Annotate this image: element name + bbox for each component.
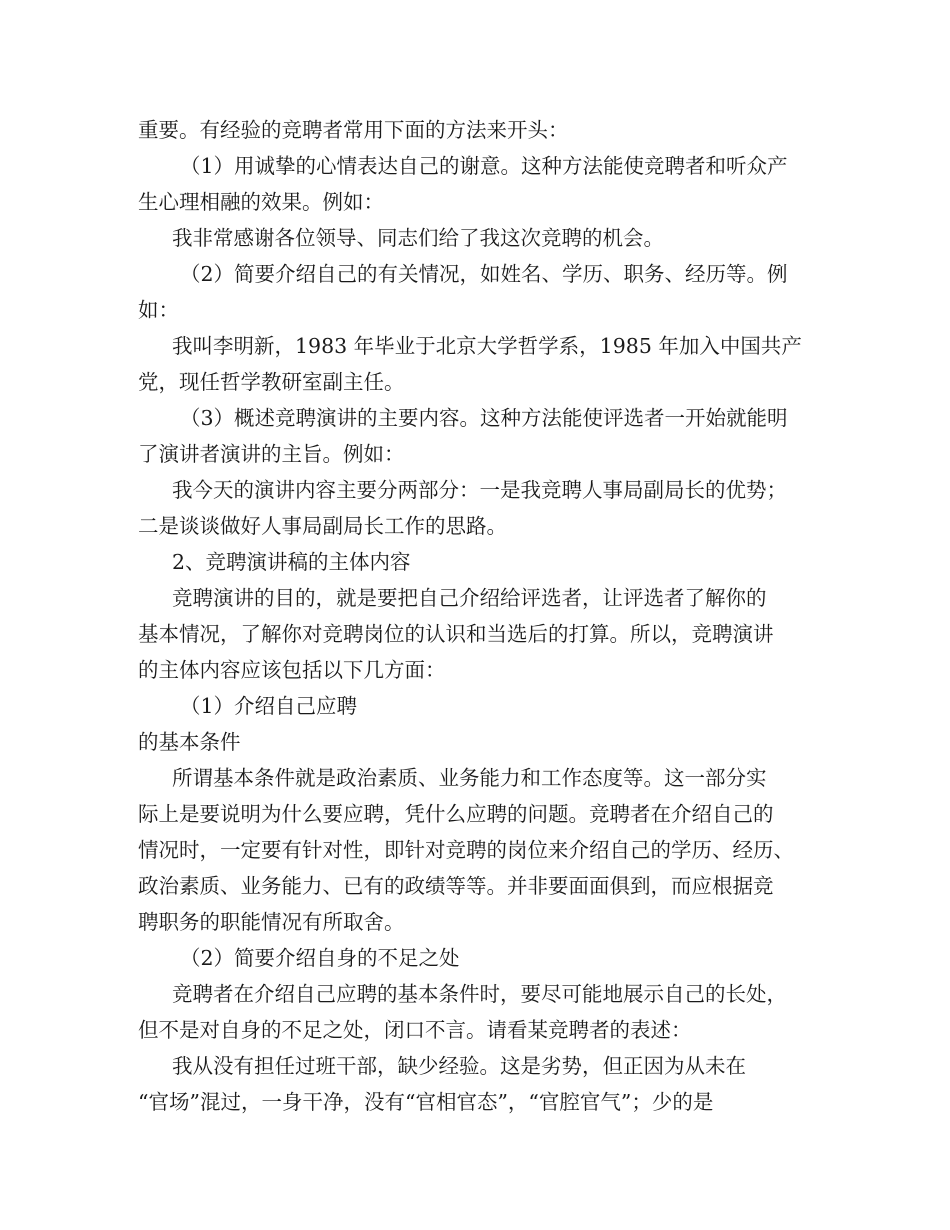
text-line: （1）用诚挚的心情表达自己的谢意。这种方法能使竞聘者和听众产 bbox=[180, 154, 788, 178]
text-line: 二是谈谈做好人事局副局长工作的思路。 bbox=[138, 514, 507, 538]
text-line: 生心理相融的效果。例如： bbox=[138, 190, 384, 214]
text-line: 的主体内容应该包括以下几方面： bbox=[138, 658, 446, 682]
text-line: 竞聘演讲的目的，就是要把自己介绍给评选者，让评选者了解你的 bbox=[172, 586, 767, 610]
text-line: （3）概述竞聘演讲的主要内容。这种方法能使评选者一开始就能明 bbox=[180, 406, 788, 430]
text-line: 我从没有担任过班干部，缺少经验。这是劣势，但正因为从未在 bbox=[172, 1054, 746, 1078]
text-line: 聘职务的职能情况有所取舍。 bbox=[138, 910, 405, 934]
text-line: （2）简要介绍自己的有关情况，如姓名、学历、职务、经历等。例 bbox=[180, 262, 788, 286]
text-line: （2）简要介绍自身的不足之处 bbox=[180, 946, 460, 970]
text-line: 但不是对自身的不足之处，闭口不言。请看某竞聘者的表述： bbox=[138, 1018, 692, 1042]
text-line: 的基本条件 bbox=[138, 730, 241, 754]
text-line: 我今天的演讲内容主要分两部分：一是我竞聘人事局副局长的优势； bbox=[172, 478, 787, 502]
text-line: “官场”混过，一身干净，没有“官相官态”，“官腔官气”；少的是 bbox=[138, 1090, 714, 1114]
text-line: 竞聘者在介绍自己应聘的基本条件时，要尽可能地展示自己的长处， bbox=[172, 982, 787, 1006]
text-line: （1）介绍自己应聘 bbox=[180, 694, 358, 718]
section-heading: 2、竞聘演讲稿的主体内容 bbox=[172, 550, 411, 574]
text-line: 际上是要说明为什么要应聘，凭什么应聘的问题。竞聘者在介绍自己的 bbox=[138, 802, 774, 826]
text-line: 政治素质、业务能力、已有的政绩等等。并非要面面俱到，而应根据竞 bbox=[138, 874, 774, 898]
text-line: 情况时，一定要有针对性，即针对竞聘的岗位来介绍自己的学历、经历、 bbox=[138, 838, 794, 862]
text-line: 了演讲者演讲的主旨。例如： bbox=[138, 442, 405, 466]
text-line: 基本情况，了解你对竞聘岗位的认识和当选后的打算。所以，竞聘演讲 bbox=[138, 622, 774, 646]
text-line: 重要。有经验的竞聘者常用下面的方法来开头： bbox=[138, 118, 569, 142]
text-line: 如： bbox=[138, 298, 179, 322]
text-line: 我叫李明新，1983 年毕业于北京大学哲学系，1985 年加入中国共产 bbox=[172, 334, 802, 358]
text-line: 党，现任哲学教研室副主任。 bbox=[138, 370, 405, 394]
text-line: 我非常感谢各位领导、同志们给了我这次竞聘的机会。 bbox=[172, 226, 664, 250]
text-line: 所谓基本条件就是政治素质、业务能力和工作态度等。这一部分实 bbox=[172, 766, 767, 790]
